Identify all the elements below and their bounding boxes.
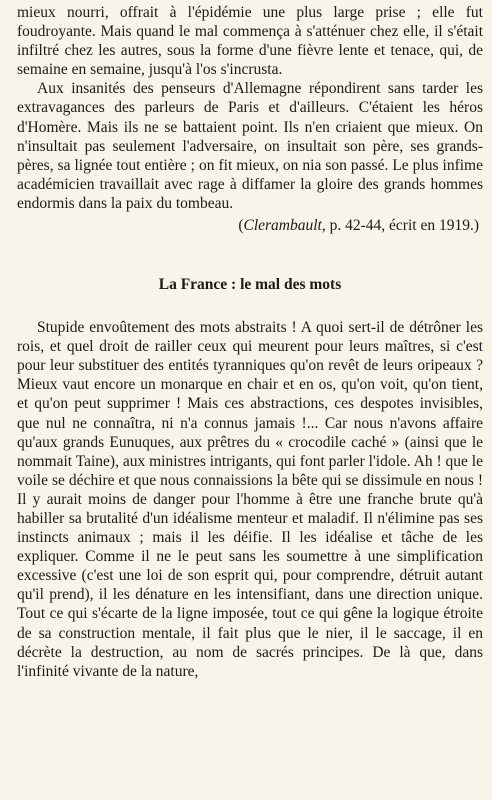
section-heading: La France : le mal des mots xyxy=(158,276,342,294)
paragraph-continued: mieux nourri, offrait à l'épidémie une plus large prise ; elle fut foudroyante. Mais quand le mal commença à s'atténuer chez elle, il s'était infiltré chez les autres, sous la forme d'une fièvre lente et tenace, qui, de semaine en semaine, jusqu'à l'os s'incrusta. xyxy=(17,4,483,79)
source-citation xyxy=(17,216,483,235)
paragraph-mal-des-mots: Stupide envoûtement des mots abstraits ! A quoi sert-il de détrôner les rois, et quel droit de railler ceux qui meurent pour leurs maîtres, si c'est pour leur substituer des entités tyranniques qu'on revêt de leurs oripeaux ? Mieux vaut encore un monarque en chair et en os, qu'on voit, qu'on tient, et qu'on peut supprimer ! Mais ces abstractions, ces despotes invisibles, que nul ne connaîtra, ni n'a connus jamais !... Car nous n'avons affaire qu'aux grands Eunuques, aux prêtres du « crocodile caché » (ainsi que le nommait Taine), aux ministres intrigants, qui font parler l'idole. Ah ! que le voile se déchire et que nous connaissions la bête qui se dissimule en nous ! Il y aurait moins de danger pour l'homme à être une franche brute qu'à habiller sa brutalité d'un idéalisme menteur et maladif. Il n'élimine pas ses instincts animaux ; mais il les déifie. Il les idéalise et tâche de les expliquer. Comme il ne le peut sans les soumettre à une simplification excessive (c'est une loi de son esprit qui, pour comprendre, détruit autant qu'il prend), il les dénature en les intensifiant, dans une direction unique. Tout ce qui s'écarte de la ligne imposée, tout ce qui gêne la logique étroite de sa construction mentale, il fait plus que le nier, il le saccage, il en décrète la destruction, au nom de sacrés principes. De là que, dans l'infinité vivante de la nature, xyxy=(17,319,483,680)
citation-open: ( xyxy=(238,217,244,235)
citation-details: , p. 42-44, écrit en 1919.) xyxy=(321,217,479,235)
citation-work-title: Clerambault xyxy=(243,217,322,235)
paragraph-insanites: Aux insanités des penseurs d'Allemagne répondirent sans tarder les extravagances des parleurs de Paris et d'ailleurs. C'étaient les héros d'Homère. Mais ils ne se battaient point. Ils n'en criaient que mieux. On n'insultait pas seulement l'adversaire, on insultait son père, ses grands-pères, sa lignée tout entière ; on fit mieux, on nia son passé. Le plus infime académicien travaillait avec rage à diffamer la gloire des grands hommes endormis dans la paix du tombeau. xyxy=(17,80,483,212)
